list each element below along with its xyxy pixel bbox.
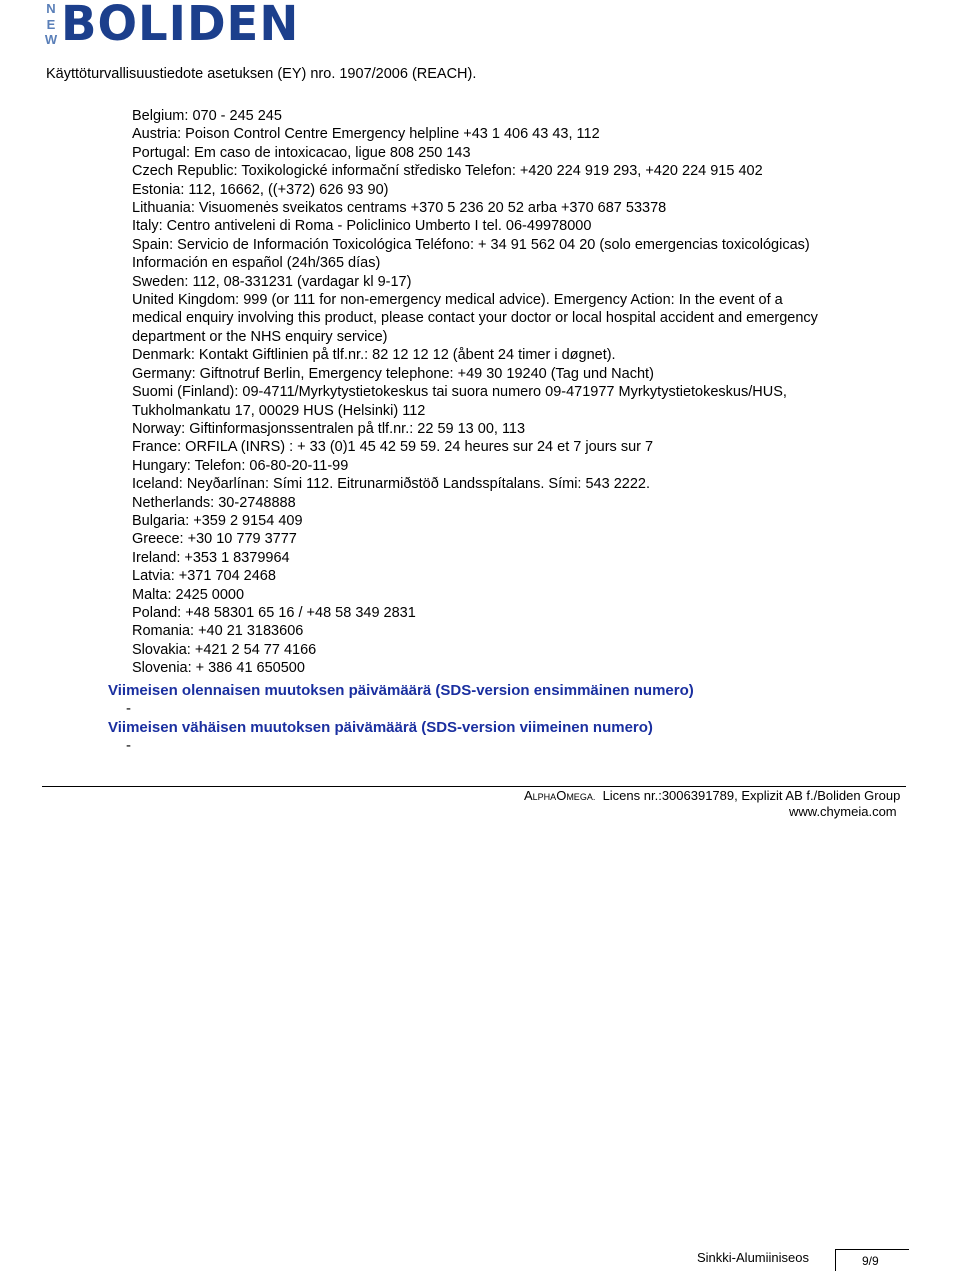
contact-line: Denmark: Kontakt Giftlinien på tlf.nr.: 82 12 12 12 (åbent 24 timer i døgnet).	[132, 347, 616, 364]
contact-line: Hungary: Telefon: 06-80-20-11-99	[132, 457, 349, 474]
major-revision-value: -	[126, 700, 131, 717]
contact-line: Iceland: Neyðarlínan: Sími 112. Eitrunarmiðstöð Landsspítalans. Sími: 543 2222.	[132, 476, 650, 493]
contact-line: Ireland: +353 1 8379964	[132, 549, 290, 566]
boliden-logo	[44, 0, 306, 52]
major-revision-heading: Viimeisen olennaisen muutoksen päivämäärä (SDS-version ensimmäinen numero)	[108, 682, 694, 699]
minor-revision-heading: Viimeisen vähäisen muutoksen päivämäärä (SDS-version viimeinen numero)	[108, 719, 653, 736]
contact-line: medical enquiry involving this product, please contact your doctor or local hospital accident and emergency	[132, 310, 818, 327]
footer-license	[524, 788, 900, 805]
logo-new-stack	[44, 2, 58, 46]
logo-new-letter-w: W	[44, 32, 58, 47]
logo-wordmark: BOLIDEN	[61, 0, 300, 52]
contact-line: Romania: +40 21 3183606	[132, 623, 304, 640]
contact-line: Germany: Giftnotruf Berlin, Emergency telephone: +49 30 19240 (Tag und Nacht)	[132, 365, 654, 382]
emergency-contacts	[132, 107, 912, 678]
contact-line: department or the NHS enquiry service)	[132, 328, 388, 345]
minor-revision-value: -	[126, 737, 131, 754]
brand-alpha-cap: A	[524, 788, 533, 803]
footer-website: www.chymeia.com	[789, 804, 897, 819]
contact-line: Información en español (24h/365 días)	[132, 255, 381, 272]
regulation-line: Käyttöturvallisuustiedote asetuksen (EY) nro. 1907/2006 (REACH).	[46, 66, 477, 82]
license-text: Licens nr.:3006391789, Explizit AB f./Boliden Group	[602, 788, 901, 803]
page-number: 9/9	[862, 1254, 879, 1268]
contact-line: Slovakia: +421 2 54 77 4166	[132, 641, 317, 658]
contact-line: Latvia: +371 704 2468	[132, 568, 276, 585]
contact-line: Suomi (Finland): 09-4711/Myrkytystietokeskus tai suora numero 09-471977 Myrkytystietokeskus/HUS,	[132, 384, 787, 401]
contact-line: Tukholmankatu 17, 00029 HUS (Helsinki) 112	[132, 402, 426, 419]
contact-line: Sweden: 112, 08-331231 (vardagar kl 9-17)	[132, 273, 412, 290]
logo-new-letter-e: E	[46, 16, 56, 32]
contact-line: Bulgaria: +359 2 9154 409	[132, 512, 303, 529]
contact-line: Malta: 2425 0000	[132, 586, 245, 603]
contact-line: France: ORFILA (INRS) : + 33 (0)1 45 42 59 59. 24 heures sur 24 et 7 jours sur 7	[132, 439, 654, 456]
contact-line: Netherlands: 30-2748888	[132, 494, 296, 511]
contact-line: Slovenia: + 386 41 650500	[132, 660, 305, 677]
product-name: Sinkki-Alumiiniseos	[697, 1250, 809, 1265]
logo-new-letter-n: N	[46, 1, 56, 16]
contact-line: Czech Republic: Toxikologické informační středisko Telefon: +420 224 919 293, +420 224 915 402	[132, 163, 763, 180]
footer-brand	[524, 788, 595, 803]
contact-line: Belgium: 070 - 245 245	[132, 108, 282, 124]
contact-line: Estonia: 112, 16662, ((+372) 626 93 90)	[132, 181, 389, 198]
contact-line: Italy: Centro antiveleni di Roma - Policlinico Umberto I tel. 06-49978000	[132, 218, 592, 235]
contact-line: Austria: Poison Control Centre Emergency helpline +43 1 406 43 43, 112	[132, 126, 600, 143]
brand-alpha-rest: LPHA	[532, 792, 557, 802]
contact-line: United Kingdom: 999 (or 111 for non-emergency medical advice). Emergency Action: In the event of a	[132, 292, 783, 309]
contact-line: Norway: Giftinformasjonssentralen på tlf.nr.: 22 59 13 00, 113	[132, 420, 526, 437]
contact-line: Portugal: Em caso de intoxicacao, ligue 808 250 143	[132, 144, 471, 161]
footer-divider	[42, 786, 906, 787]
contact-line: Spain: Servicio de Información Toxicológica Teléfono: + 34 91 562 04 20 (solo emergencias toxicológicas)	[132, 236, 810, 253]
contact-line: Poland: +48 58301 65 16 / +48 58 349 2831	[132, 604, 416, 621]
contact-line: Greece: +30 10 779 3777	[132, 531, 297, 548]
brand-omega-rest: MEGA.	[566, 792, 596, 802]
contact-line: Lithuania: Visuomenės sveikatos centrams +370 5 236 20 52 arba +370 687 53378	[132, 200, 667, 217]
brand-omega-cap: O	[556, 788, 567, 803]
